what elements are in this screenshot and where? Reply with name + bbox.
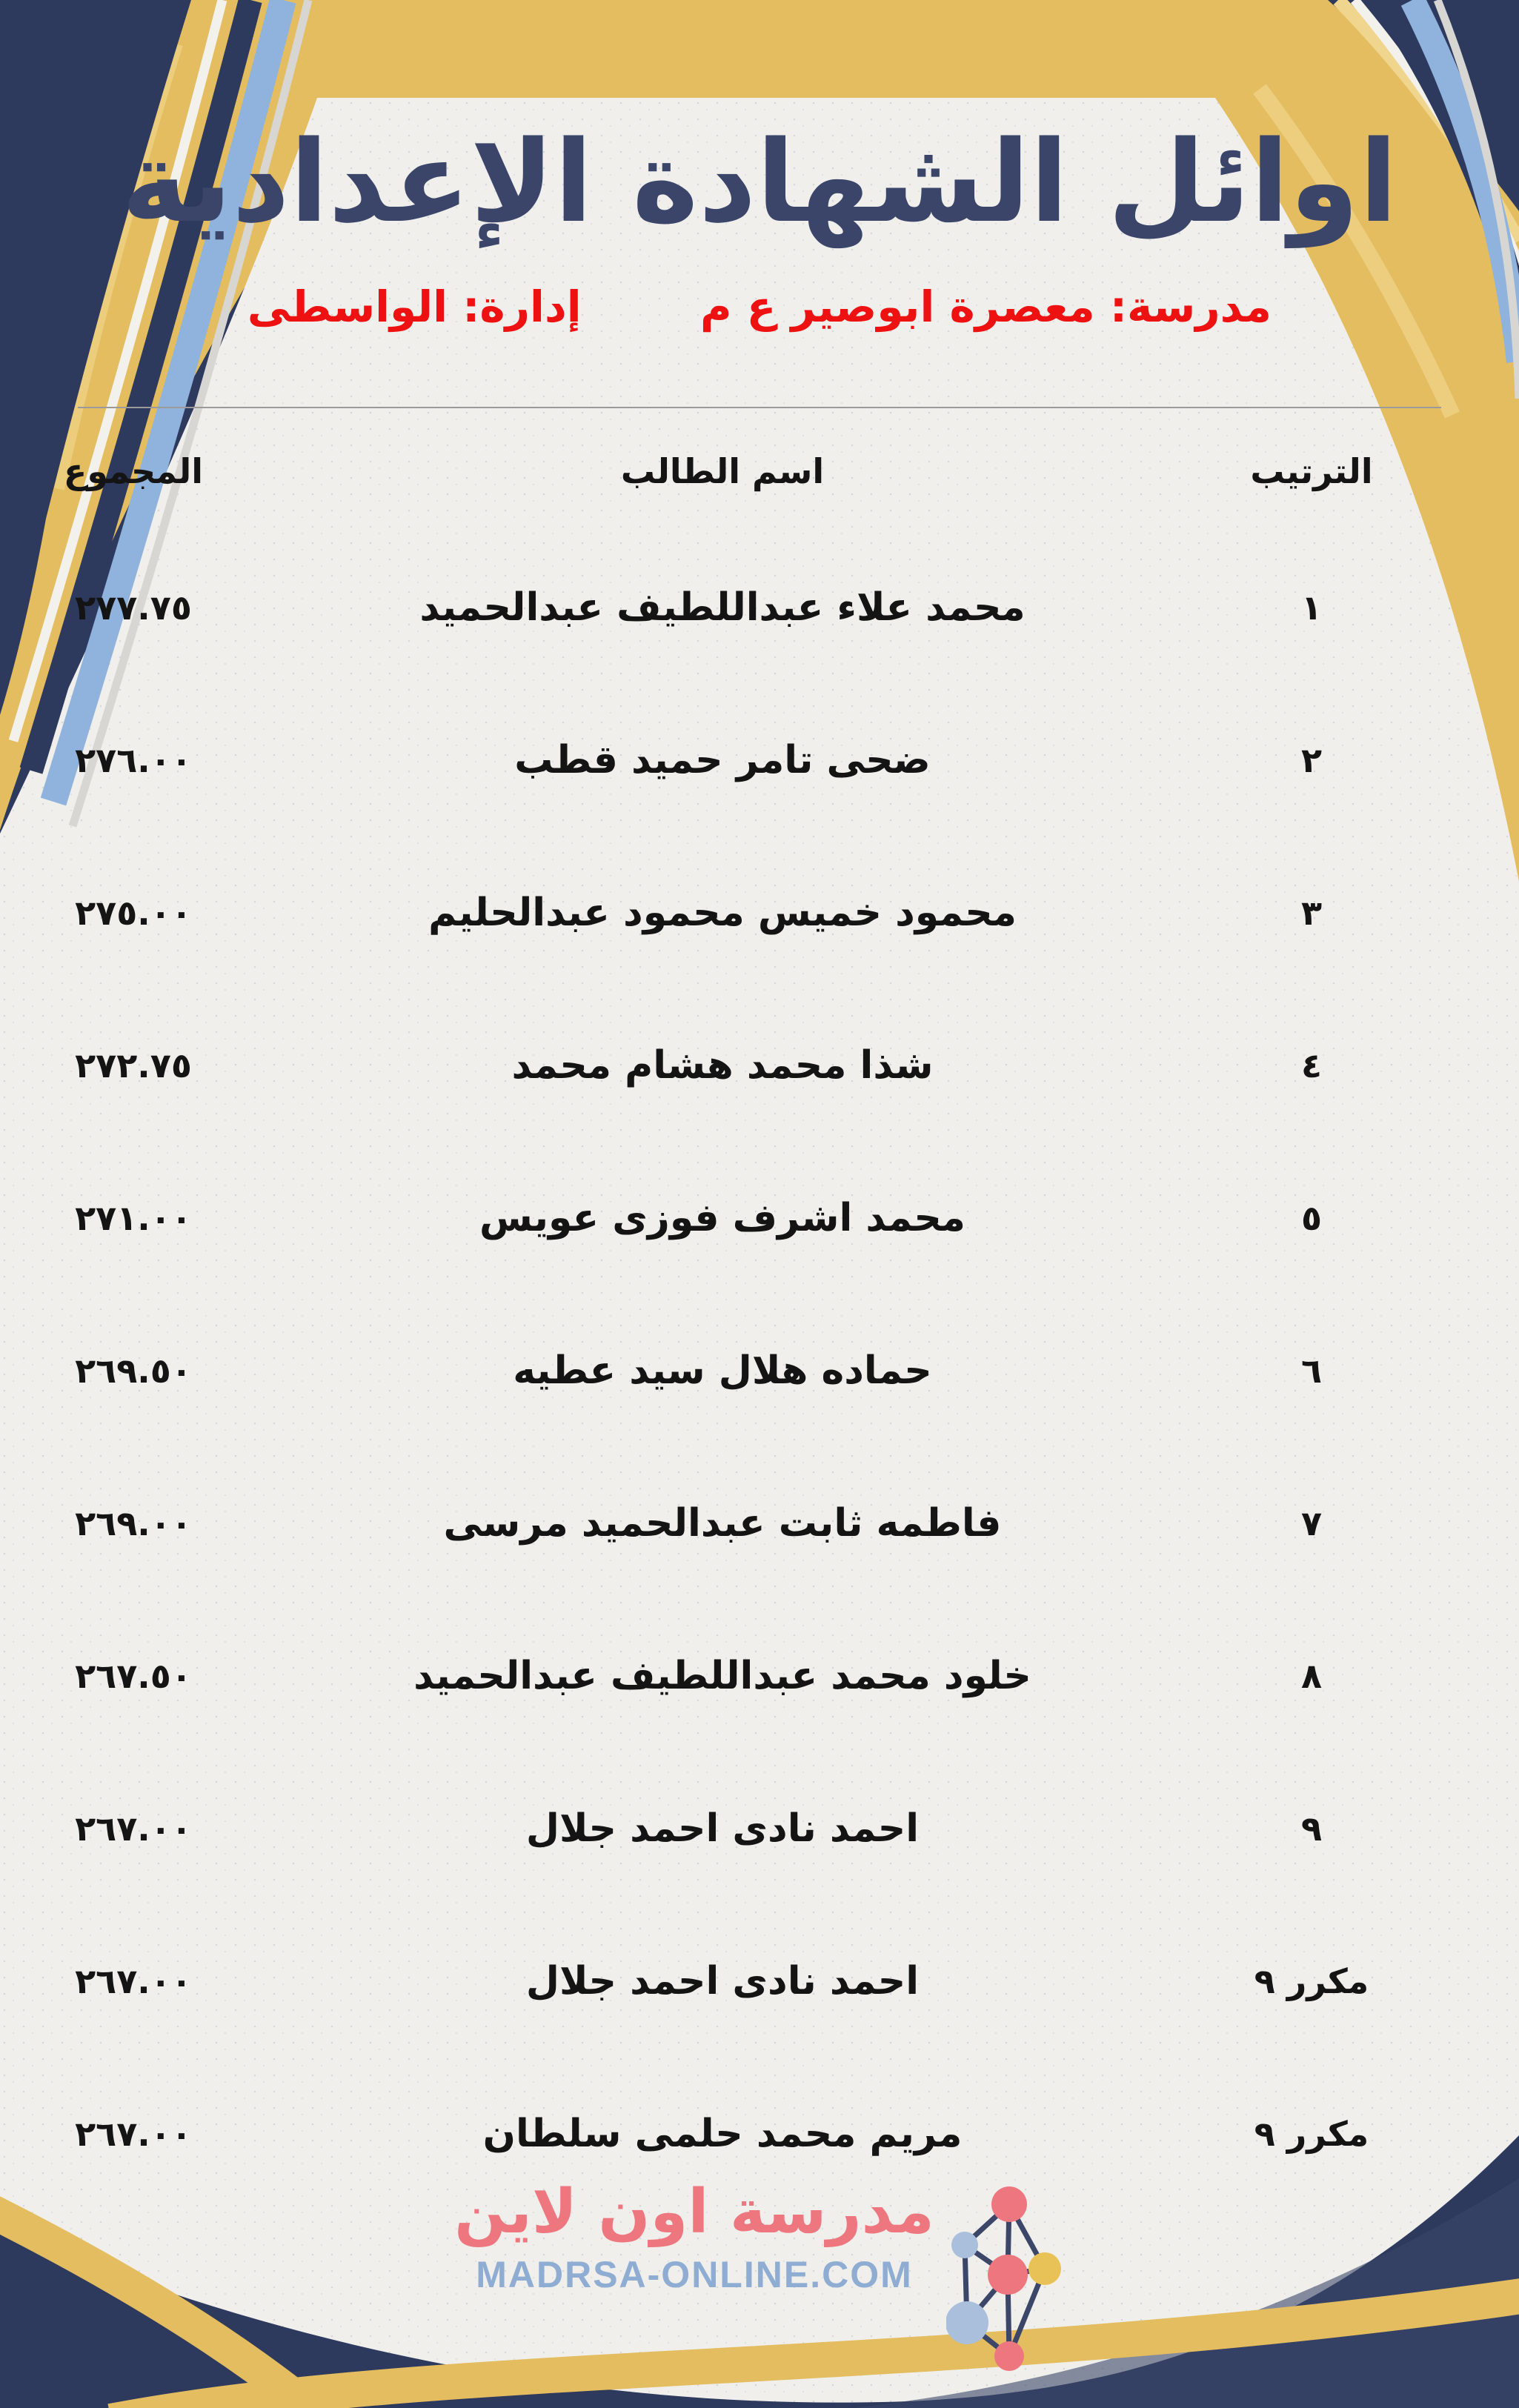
student-name-cell: ضحى تامر حميد قطب — [514, 738, 931, 782]
rank-cell: ٣ — [1300, 893, 1323, 933]
total-score-cell: ٢٧٢.٧٥ — [75, 1045, 192, 1085]
total-score-cell: ٢٦٧.٠٠ — [75, 2114, 192, 2154]
total-score-cell: ٢٦٧.٠٠ — [75, 1809, 192, 1849]
table-row — [0, 837, 1519, 989]
total-score-cell: ٢٧٧.٧٥ — [75, 588, 192, 628]
logo-arabic-name: مدرسة اون لاين — [454, 2177, 934, 2247]
table-row — [0, 1752, 1519, 1905]
student-name-cell: محمد علاء عبداللطيف عبدالحميد — [419, 585, 1026, 630]
student-name-cell: خلود محمد عبداللطيف عبدالحميد — [413, 1654, 1031, 1698]
total-score-cell: ٢٦٩.٠٠ — [75, 1503, 192, 1543]
page-title: اوائل الشهادة الإعدادية — [121, 116, 1398, 247]
ranking-table — [0, 531, 1519, 2210]
table-row — [0, 1905, 1519, 2058]
molecule-network-icon — [946, 2167, 1065, 2378]
total-score-cell: ٢٧١.٠٠ — [75, 1198, 192, 1238]
table-row — [0, 989, 1519, 1142]
table-row — [0, 1142, 1519, 1294]
rank-cell: ٦ — [1300, 1351, 1323, 1391]
student-name-cell: محمود خميس محمود عبدالحليم — [428, 891, 1017, 935]
rank-cell: ٥ — [1300, 1198, 1323, 1238]
student-name-cell: فاطمه ثابت عبدالحميد مرسى — [443, 1501, 1002, 1546]
student-name-cell: محمد اشرف فوزى عويس — [479, 1196, 965, 1240]
rank-cell: مكرر ٩ — [1254, 2114, 1369, 2154]
table-header-row — [0, 434, 1519, 508]
logo-text-block — [454, 2167, 934, 2299]
student-name-cell: حماده هلال سيد عطيه — [513, 1348, 932, 1393]
column-header-total: المجموع — [63, 451, 204, 491]
total-score-cell: ٢٧٦.٠٠ — [75, 740, 192, 780]
site-logo — [0, 2167, 1519, 2378]
rank-cell: ٨ — [1300, 1656, 1323, 1696]
table-row — [0, 1447, 1519, 1600]
rank-cell: ٧ — [1300, 1503, 1323, 1543]
rank-cell: ٩ — [1300, 1809, 1323, 1849]
school-info-line — [0, 282, 1519, 333]
table-row — [0, 1294, 1519, 1447]
rank-cell: مكرر ٩ — [1254, 1961, 1369, 2001]
table-row — [0, 531, 1519, 684]
total-score-cell: ٢٦٧.٠٠ — [75, 1961, 192, 2001]
school-name: مدرسة: معصرة ابوصير ع م — [700, 282, 1272, 332]
table-row — [0, 684, 1519, 837]
student-name-cell: شذا محمد هشام محمد — [511, 1043, 934, 1088]
total-score-cell: ٢٦٩.٥٠ — [75, 1351, 192, 1391]
header-divider — [78, 407, 1441, 408]
student-name-cell: احمد نادى احمد جلال — [525, 1959, 920, 2003]
rank-cell: ٢ — [1300, 740, 1323, 780]
column-header-rank: الترتيب — [1250, 451, 1373, 491]
administration-name: إدارة: الواسطى — [247, 282, 582, 332]
total-score-cell: ٢٦٧.٥٠ — [75, 1656, 192, 1696]
column-header-name: اسم الطالب — [620, 451, 825, 491]
total-score-cell: ٢٧٥.٠٠ — [75, 893, 192, 933]
student-name-cell: مريم محمد حلمى سلطان — [482, 2112, 963, 2156]
rank-cell: ١ — [1300, 588, 1323, 628]
rank-cell: ٤ — [1300, 1045, 1323, 1085]
logo-domain-text: MADRSA-ONLINE.COM — [476, 2253, 913, 2295]
table-row — [0, 1600, 1519, 1752]
student-name-cell: احمد نادى احمد جلال — [525, 1806, 920, 1851]
